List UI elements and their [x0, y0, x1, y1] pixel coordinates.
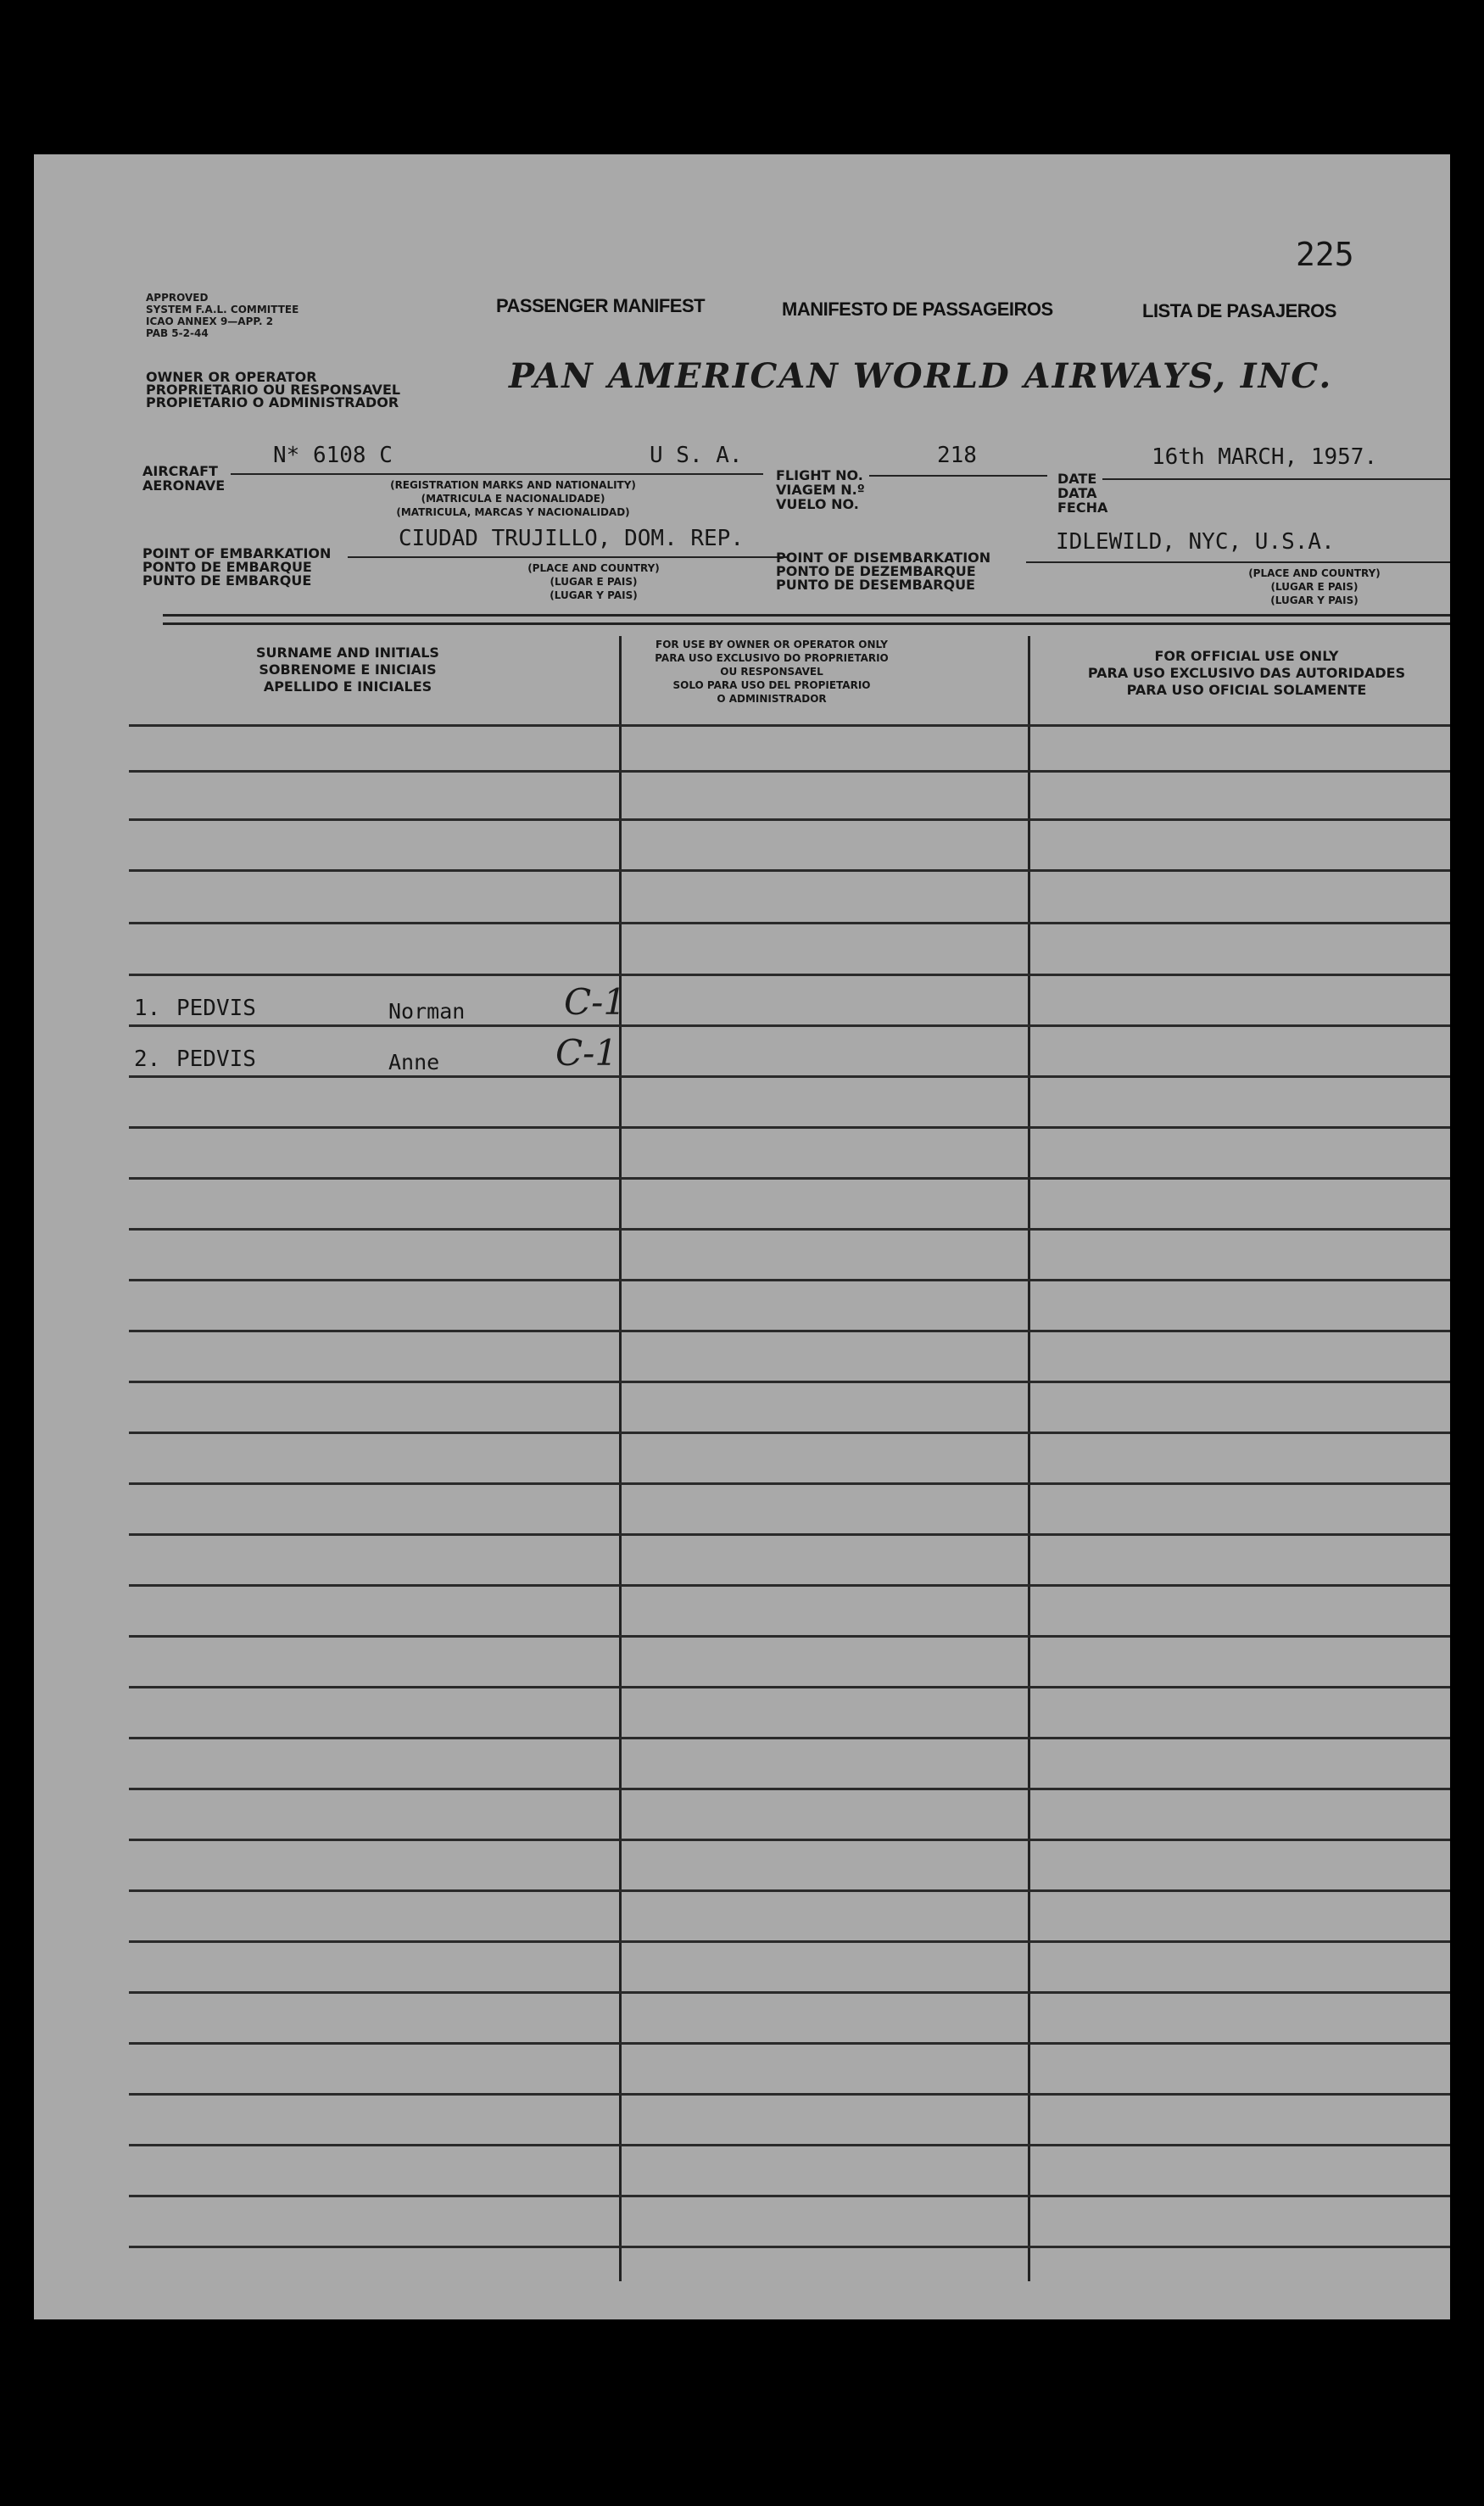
aircraft-underline [231, 473, 763, 475]
approved-line: APPROVED [146, 292, 209, 304]
embarkation-sublabel: (LUGAR Y PAIS) [550, 589, 638, 601]
aircraft-sublabels [335, 478, 691, 519]
ruled-line [129, 1737, 1450, 1739]
ruled-line [129, 922, 1450, 924]
owner-use-header-line: FOR USE BY OWNER OR OPERATOR ONLY [656, 639, 888, 650]
date-label: DATE [1057, 471, 1097, 487]
ruled-line [129, 1788, 1450, 1790]
ruled-line [129, 1126, 1450, 1129]
passenger-2-given-name: Anne [388, 1050, 440, 1074]
ruled-line [129, 1482, 1450, 1485]
ruled-line [129, 1889, 1450, 1892]
disembarkation-point: IDLEWILD, NYC, U.S.A. [1056, 529, 1335, 555]
column-header-names [229, 645, 466, 695]
ruled-line [129, 2042, 1450, 2045]
embarkation-label: POINT OF EMBARKATION [142, 545, 332, 561]
embarkation-label: PONTO DE EMBARQUE [142, 559, 312, 575]
owner-label: PROPIETARIO O ADMINISTRADOR [146, 394, 399, 410]
flight-label: FLIGHT NO. [776, 467, 863, 483]
disembarkation-sublabel: (PLACE AND COUNTRY) [1248, 567, 1381, 579]
embarkation-sublabel: (LUGAR E PAIS) [550, 576, 638, 588]
date-label: DATA [1057, 485, 1097, 501]
owner-labels [146, 371, 400, 409]
ruled-line [129, 2195, 1450, 2197]
official-use-header-line: FOR OFFICIAL USE ONLY [1154, 648, 1339, 664]
ruled-line [129, 1330, 1450, 1332]
approved-line: ICAO ANNEX 9—APP. 2 [146, 315, 274, 327]
disembarkation-label: POINT OF DISEMBARKATION [776, 550, 991, 566]
title-portuguese: MANIFESTO DE PASSAGEIROS [782, 299, 1053, 320]
ruled-line [129, 1177, 1450, 1180]
ruled-line [129, 1228, 1450, 1231]
names-header-line: APELLIDO E INICIALES [263, 678, 432, 695]
column-header-owner-use [628, 638, 916, 706]
aircraft-sublabel: (MATRICULA E NACIONALIDADE) [421, 493, 605, 505]
owner-use-header-line: PARA USO EXCLUSIVO DO PROPRIETARIO [655, 652, 889, 664]
aircraft-registration: N* 6108 C [273, 443, 393, 468]
column-divider-left [619, 636, 622, 2281]
disembarkation-sublabels [1238, 567, 1391, 607]
title-english: PASSENGER MANIFEST [496, 295, 706, 316]
date-labels [1057, 472, 1107, 515]
passenger-1-class-mark: C-1 [564, 981, 627, 1023]
names-header-line: SOBRENOME E INICIAIS [259, 661, 437, 678]
ruled-line [129, 1940, 1450, 1943]
ruled-line [129, 2144, 1450, 2146]
names-header-line: SURNAME AND INITIALS [256, 645, 439, 661]
passenger-2-surname: PEDVIS [176, 1046, 256, 1072]
aircraft-labels [142, 464, 225, 493]
flight-number: 218 [937, 443, 977, 468]
aircraft-nationality: U S. A. [650, 443, 743, 468]
ruled-line [129, 1075, 1450, 1078]
disembarkation-label: PONTO DE DEZEMBARQUE [776, 563, 976, 579]
ruled-line [129, 1024, 1450, 1027]
header-rule-bottom [163, 622, 1450, 625]
embarkation-sublabels [475, 561, 712, 602]
passenger-1-number: 1. [134, 996, 161, 1021]
approved-line: SYSTEM F.A.L. COMMITTEE [146, 304, 299, 315]
ruled-line [129, 724, 1450, 727]
flight-labels [776, 468, 865, 511]
column-divider-right [1028, 636, 1030, 2281]
passenger-1-surname: PEDVIS [176, 996, 256, 1021]
ruled-line [129, 1584, 1450, 1587]
date-underline [1102, 478, 1450, 480]
aircraft-label: AERONAVE [142, 477, 226, 494]
ruled-line [129, 1635, 1450, 1638]
ruled-line [129, 869, 1450, 872]
embarkation-underline [348, 556, 789, 558]
approved-line: PAB 5-2-44 [146, 327, 209, 339]
owner-use-header-line: O ADMINISTRADOR [717, 693, 827, 705]
disembarkation-label: PUNTO DE DESEMBARQUE [776, 577, 975, 593]
column-header-official-use [1047, 648, 1446, 699]
aircraft-sublabel: (REGISTRATION MARKS AND NATIONALITY) [390, 479, 636, 491]
embarkation-point: CIUDAD TRUJILLO, DOM. REP. [399, 526, 744, 551]
aircraft-sublabel: (MATRICULA, MARCAS Y NACIONALIDAD) [396, 506, 630, 518]
ruled-line [129, 1686, 1450, 1688]
flight-label: VUELO NO. [776, 496, 859, 512]
disembarkation-underline [1026, 561, 1450, 563]
owner-label: PROPRIETARIO OU RESPONSAVEL [146, 382, 401, 398]
disembarkation-labels [776, 551, 990, 592]
date-label: FECHA [1057, 500, 1108, 516]
embarkation-labels [142, 547, 331, 588]
passenger-1-given-name: Norman [388, 999, 466, 1024]
ruled-line [129, 2093, 1450, 2096]
passenger-2-number: 2. [134, 1046, 161, 1072]
operator-name: PAN AMERICAN WORLD AIRWAYS, INC. [509, 356, 1333, 396]
ruled-line [129, 1991, 1450, 1994]
passenger-2-class-mark: C-1 [555, 1032, 618, 1074]
owner-use-header-line: SOLO PARA USO DEL PROPIETARIO [672, 679, 871, 691]
flight-underline [869, 475, 1047, 477]
flight-date: 16th MARCH, 1957. [1152, 444, 1378, 470]
ruled-line [129, 1533, 1450, 1536]
ruled-line [129, 818, 1450, 821]
header-rule-top [163, 614, 1450, 617]
aircraft-label: AIRCRAFT [142, 463, 218, 479]
owner-label: OWNER OR OPERATOR [146, 369, 317, 385]
ruled-line [129, 974, 1450, 976]
ruled-line [129, 1839, 1450, 1841]
embarkation-label: PUNTO DE EMBARQUE [142, 572, 312, 589]
embarkation-sublabel: (PLACE AND COUNTRY) [527, 562, 660, 574]
page-number: 225 [1296, 236, 1354, 273]
title-spanish: LISTA DE PASAJEROS [1142, 300, 1336, 321]
ruled-line [129, 1279, 1450, 1281]
ruled-line [129, 2246, 1450, 2248]
approved-block [146, 292, 298, 339]
flight-label: VIAGEM N.º [776, 482, 865, 498]
disembarkation-sublabel: (LUGAR Y PAIS) [1270, 594, 1358, 606]
disembarkation-sublabel: (LUGAR E PAIS) [1270, 581, 1358, 593]
official-use-header-line: PARA USO EXCLUSIVO DAS AUTORIDADES [1087, 665, 1406, 681]
ruled-line [129, 770, 1450, 773]
owner-use-header-line: OU RESPONSAVEL [720, 666, 823, 678]
ruled-line [129, 1381, 1450, 1383]
official-use-header-line: PARA USO OFICIAL SOLAMENTE [1126, 682, 1367, 698]
manifest-sheet [34, 154, 1450, 2319]
ruled-line [129, 1432, 1450, 1434]
